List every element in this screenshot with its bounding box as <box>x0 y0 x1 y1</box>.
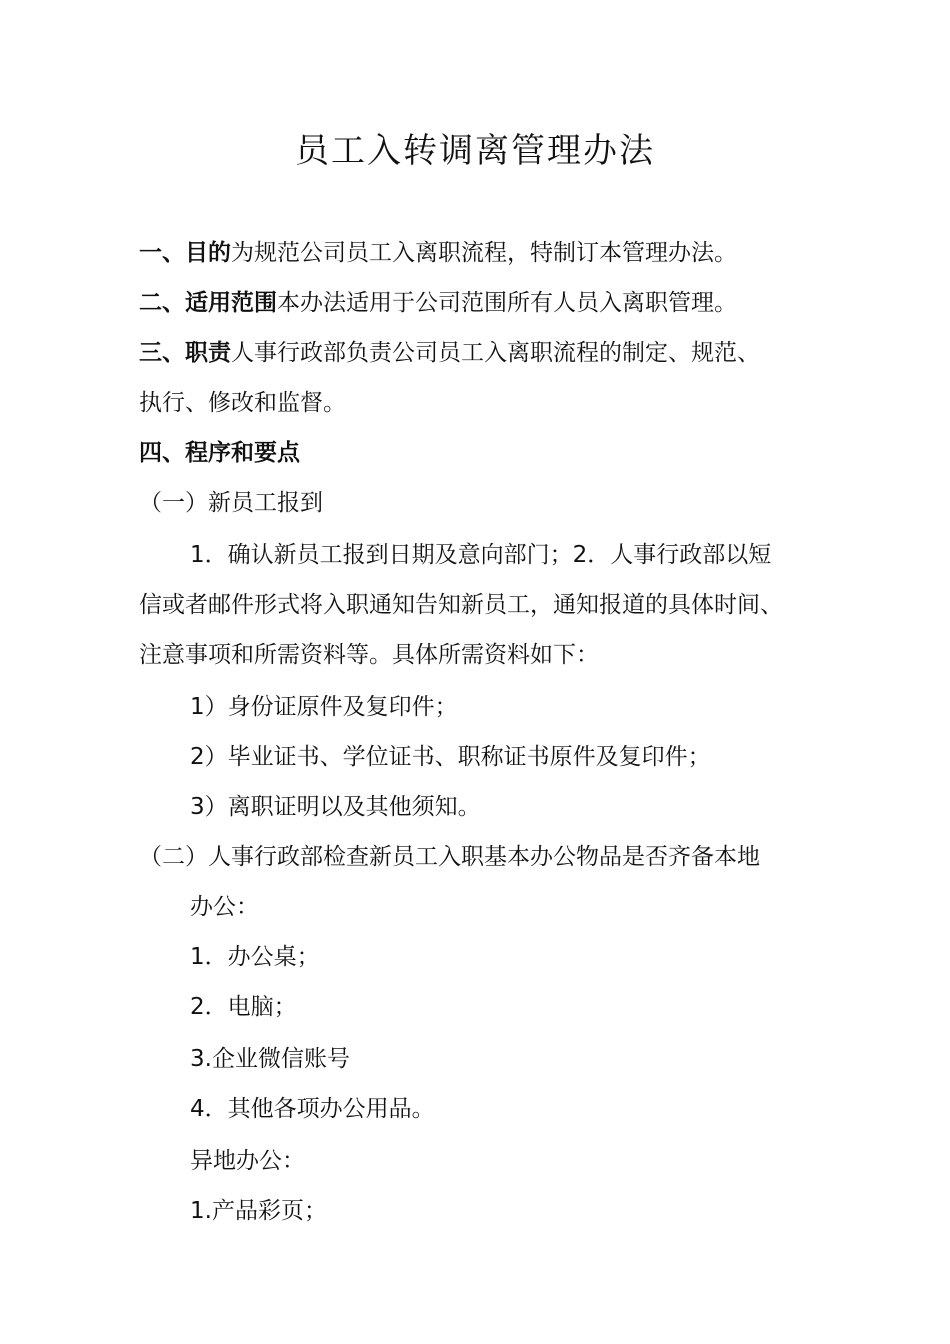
section-scope-label: 二、适用范围 <box>139 290 277 316</box>
section-duties <box>139 336 760 370</box>
remote-office-heading: 异地办公： <box>190 1148 305 1174</box>
list-item: 1）身份证原件及复印件； <box>190 694 458 720</box>
list-item: 4．其他各项办公用品。 <box>190 1096 435 1122</box>
section-duties-continued: 执行、修改和监督。 <box>139 390 346 416</box>
section-scope-text: 本办法适用于公司范围所有人员入离职管理。 <box>277 290 737 316</box>
list-item: 3）离职证明以及其他须知。 <box>190 794 481 820</box>
section-procedure-heading: 四、程序和要点 <box>139 440 300 466</box>
document-title: 员工入转调离管理办法 <box>295 131 655 171</box>
paragraph-line: 信或者邮件形式将入职通知告知新员工，通知报道的具体时间、 <box>139 592 783 618</box>
list-item: 1．办公桌； <box>190 944 320 970</box>
subsection-office-supplies-cont: 办公： <box>190 894 259 920</box>
section-duties-label: 三、职责 <box>139 340 231 366</box>
subsection-new-employee: （一）新员工报到 <box>139 490 323 516</box>
list-item: 1.产品彩页； <box>190 1198 327 1224</box>
list-item: 3.企业微信账号 <box>190 1046 350 1072</box>
section-purpose-label: 一、目的 <box>139 240 231 266</box>
section-scope <box>139 286 737 320</box>
subsection-office-supplies: （二）人事行政部检查新员工入职基本办公物品是否齐备本地 <box>139 844 760 870</box>
paragraph-line: 1．确认新员工报到日期及意向部门；2．人事行政部以短 <box>190 542 772 568</box>
list-item: 2）毕业证书、学位证书、职称证书原件及复印件； <box>190 744 711 770</box>
section-purpose-text: 为规范公司员工入离职流程，特制订本管理办法。 <box>231 240 737 266</box>
section-purpose <box>139 236 737 270</box>
list-item: 2．电脑； <box>190 994 297 1020</box>
section-duties-text: 人事行政部负责公司员工入离职流程的制定、规范、 <box>231 340 760 366</box>
paragraph-line: 注意事项和所需资料等。具体所需资料如下： <box>139 642 599 668</box>
